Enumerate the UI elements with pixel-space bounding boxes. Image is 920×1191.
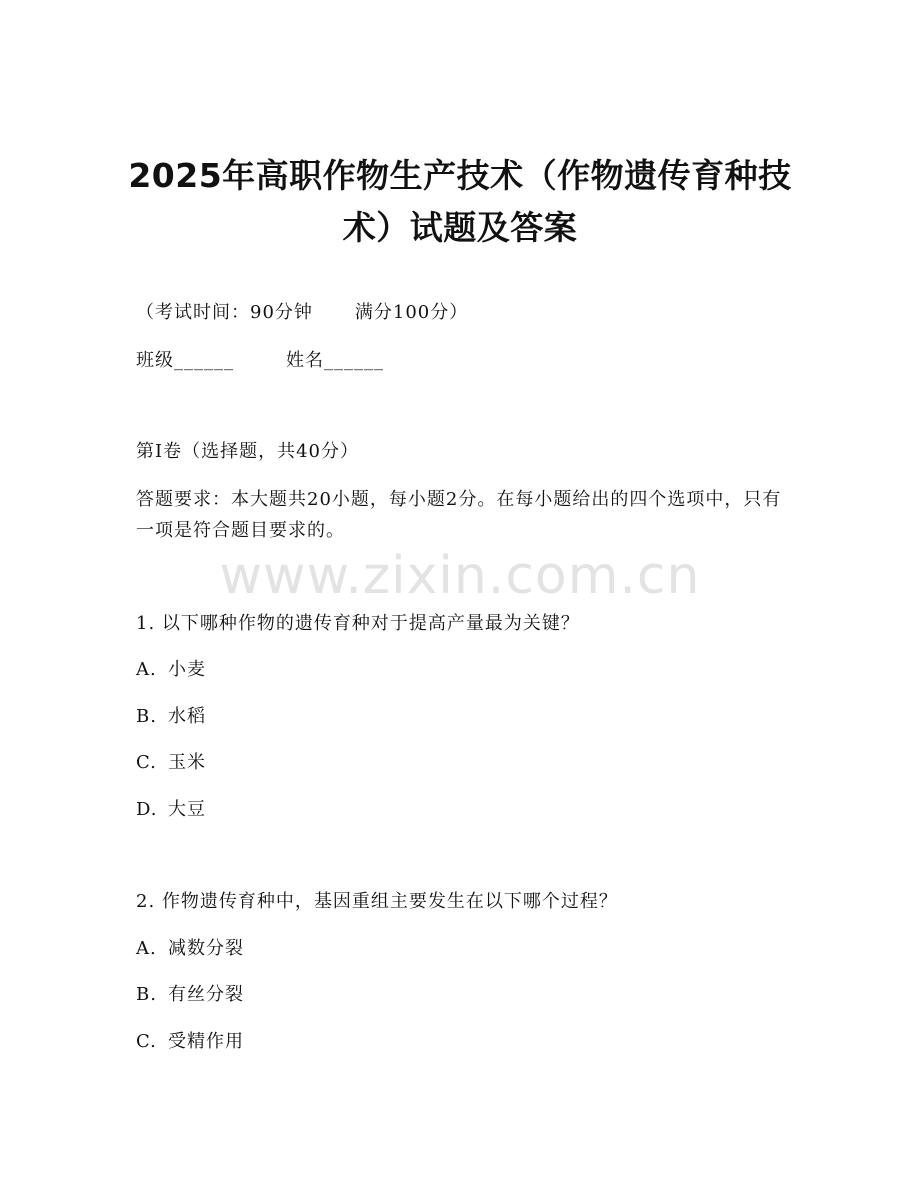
name-field: 姓名______ bbox=[286, 350, 384, 371]
option-letter: C. bbox=[136, 1031, 157, 1052]
option-text: 小麦 bbox=[168, 659, 206, 680]
exam-info bbox=[136, 298, 468, 328]
class-field: 班级______ bbox=[136, 350, 234, 371]
option-text: 玉米 bbox=[168, 752, 206, 773]
option-item bbox=[136, 1027, 244, 1057]
section-heading: 第I卷（选择题，共40分） bbox=[136, 441, 360, 462]
option-item bbox=[136, 795, 206, 825]
option-item bbox=[136, 934, 244, 964]
option-letter: A. bbox=[136, 659, 157, 680]
option-text: 有丝分裂 bbox=[168, 984, 244, 1005]
option-letter: C. bbox=[136, 752, 157, 773]
student-fields bbox=[136, 346, 384, 376]
exam-full-score: 满分100分） bbox=[354, 302, 469, 323]
option-item bbox=[136, 748, 206, 778]
section-instructions: 答题要求：本大题共20小题，每小题2分。在每小题给出的四个选项中，只有一项是符合题目要求的。 bbox=[136, 489, 782, 541]
option-letter: A. bbox=[136, 938, 157, 959]
option-text: 减数分裂 bbox=[168, 938, 244, 959]
option-letter: B. bbox=[136, 706, 157, 727]
question-stem: 2. 作物遗传育种中，基因重组主要发生在以下哪个过程？ bbox=[136, 891, 618, 912]
option-text: 受精作用 bbox=[168, 1031, 244, 1052]
question-stem: 1. 以下哪种作物的遗传育种对于提高产量最为关键？ bbox=[136, 613, 580, 634]
option-text: 水稻 bbox=[168, 706, 206, 727]
option-letter: B. bbox=[136, 984, 157, 1005]
option-item bbox=[136, 702, 206, 732]
option-item bbox=[136, 980, 244, 1010]
option-letter: D. bbox=[136, 799, 158, 820]
document-title: 2025年高职作物生产技术（作物遗传育种技术）试题及答案 bbox=[128, 156, 792, 247]
option-item bbox=[136, 655, 206, 685]
option-text: 大豆 bbox=[168, 799, 206, 820]
exam-time: （考试时间：90分钟 bbox=[136, 302, 313, 323]
watermark: www.zixin.com.cn bbox=[219, 546, 701, 606]
